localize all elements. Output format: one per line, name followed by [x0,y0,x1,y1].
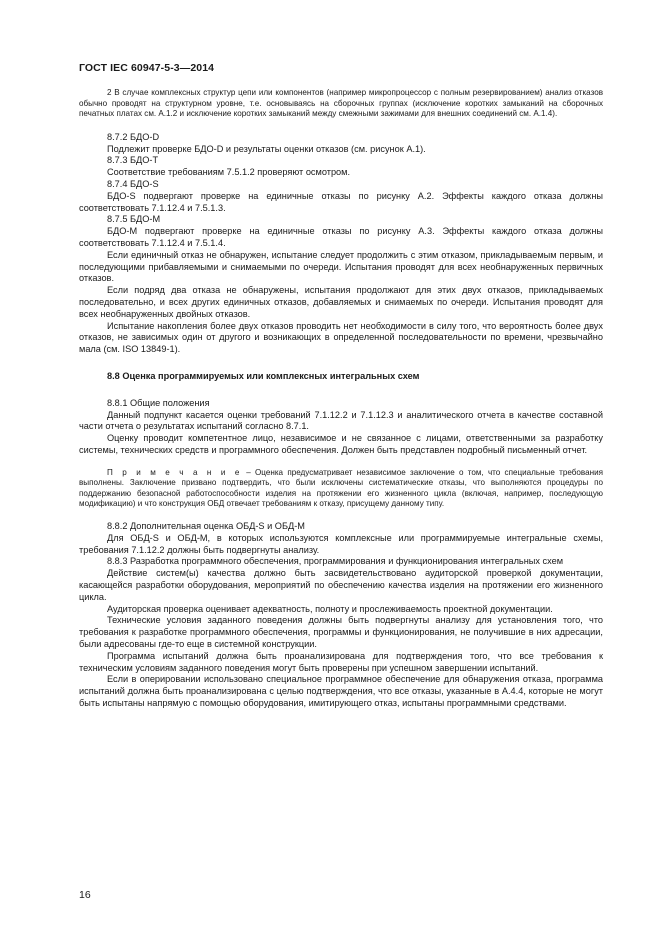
section-8-8-3-paragraph-1: Действие систем(ы) качества должно быть засвидетельствовано аудиторской проверкой документации, касающейся разработки оборудования, мероприятий по обеспечению качества изделия на протяжении его жизненного цикла. [79,568,603,602]
section-8-7-4-text: БДО-S подвергают проверке на единичные отказы по рисунку А.2. Эффекты каждого отказа должны соответствовать 7.1.12.4 и 7.5.1.3. [79,190,603,213]
section-8-8-1-heading: 8.8.1 Общие положения [107,397,210,408]
section-8-7-3-text: Соответствие требованиям 7.5.1.2 проверяют осмотром. [107,167,351,178]
note-label: П р и м е ч а н и е [107,467,242,477]
document-header: ГОСТ IEC 60947-5-3—2014 [79,62,215,74]
section-8-7-3-heading: 8.7.3 БДО-T [107,155,159,166]
section-8-8-1-paragraph-2: Оценку проводит компетентное лицо, независимое и не связанное с лицами, ответственными за разработку системы, технических средств и программного обеспечения. Должен быть представлен подробный письменный отчет. [79,433,603,455]
section-8-8-3-paragraph-5: Если в оперировании использовано специальное программное обеспечение для обнаружения отказа, программа испытаний должна быть проанализирована с целью подтверждения, что все отказы, указанные в А.4.4, которые не могут быть испытаны напрямую с помощью оборудования, имитирующего отказ, испытаны программными средствами. [79,674,603,709]
section-8-7-4-heading: 8.7.4 БДО-S [107,178,159,189]
section-8-7-5-paragraph-3: Испытание накопления более двух отказов проводить нет необходимости в силу того, что вероятность более двух отказов, не зависимых один от другого и возникающих в определенной последовательности по времени, чрезвычайно мала (см. ISO 13849-1). [79,320,603,355]
section-8-8-2-paragraph-1: Для ОБД-S и ОБД-M, в которых используются комплексные или программируемые интегральные схемы, требования 7.1.12.2 должны быть подвергнуты анализу. [79,532,603,555]
section-8-8-2-heading: 8.8.2 Дополнительная оценка ОБД-S и ОБД-M [107,521,305,532]
section-8-7-2-text: Подлежит проверке БДО-D и результаты оценки отказов (см. рисунок А.1). [107,143,426,154]
section-8-8-3-heading: 8.8.3 Разработка программного обеспечения, программирования и функционирования интегральных схем [107,556,564,567]
section-8-8-3-paragraph-4: Программа испытаний должна быть проанализирована для подтверждения того, что все требования к техническим условиям заданного поведения могут быть проверены при успешном завершении испытаний. [79,650,603,673]
footnote-2: 2 В случае комплексных структур цепи или компонентов (например микропроцессор с полным резервированием) анализ отказов обычно проводят на структурном уровне, т.е. основываясь на сборочных группах (исключение коротких замыканий на сборочных печатных платах см. А.1.2 и исключение коротких замыканий между смежными зажимами для внешних соединений см. А.1.4). [79,88,603,119]
note [79,468,603,510]
section-8-7-5-text: БДО-M подвергают проверке на единичные отказы по рисунку А.3. Эффекты каждого отказа должны соответствовать 7.1.12.4 и 7.5.1.4. [79,226,603,248]
section-8-7-5-paragraph-1: Если единичный отказ не обнаружен, испытание следует продолжить с этим отказом, прикладываемым первым, и последующими прибавляемыми и снимаемыми по очереди. Испытания проводят для всех необнаруженных первичных отказов. [79,249,603,284]
document-body [79,88,603,710]
section-8-7-5-paragraph-2: Если подряд два отказа не обнаружены, испытания продолжают для этих двух отказов, прикладываемых последовательно, и всех других единичных отказов, добавляемых и снимаемых по очереди. Испытания проводят для всех необнаруженных двойных отказов. [79,285,603,319]
section-8-7-2-heading: 8.7.2 БДО-D [107,131,160,142]
section-8-8-heading: 8.8 Оценка программируемых или комплексных интегральных схем [107,370,420,381]
section-8-8-3-paragraph-3: Технические условия заданного поведения должны быть подвергнуты анализу для установления того, что требования к разработке программного обеспечения, программы и функционирования, не получившие в них адресации, были адресованы где-то еще в системной конструкции. [79,615,603,650]
note-text: – Оценка предусматривает независимое заключение о том, что специальные требования выполнены. Заключение призвано подтвердить, что были исключены систематические отказы, что выполняются процедуры по поддержанию безопасной работоспособности изделия на протяжении его жизненного цикла (включая, например, последующую модификацию) и что конструкция ОБД отвечает требованиям к отказу, присущему данному типу. [79,467,603,509]
page-number: 16 [79,889,91,901]
section-8-7-5-heading: 8.7.5 БДО-M [107,214,161,225]
section-8-8-3-paragraph-2: Аудиторская проверка оценивает адекватность, полноту и прослеживаемость проектной документации. [107,603,553,614]
section-8-8-1-paragraph-1: Данный подпункт касается оценки требований 7.1.12.2 и 7.1.12.3 и аналитического отчета в качестве составной части отчета о результатах испытаний согласно 8.7.1. [79,409,603,432]
